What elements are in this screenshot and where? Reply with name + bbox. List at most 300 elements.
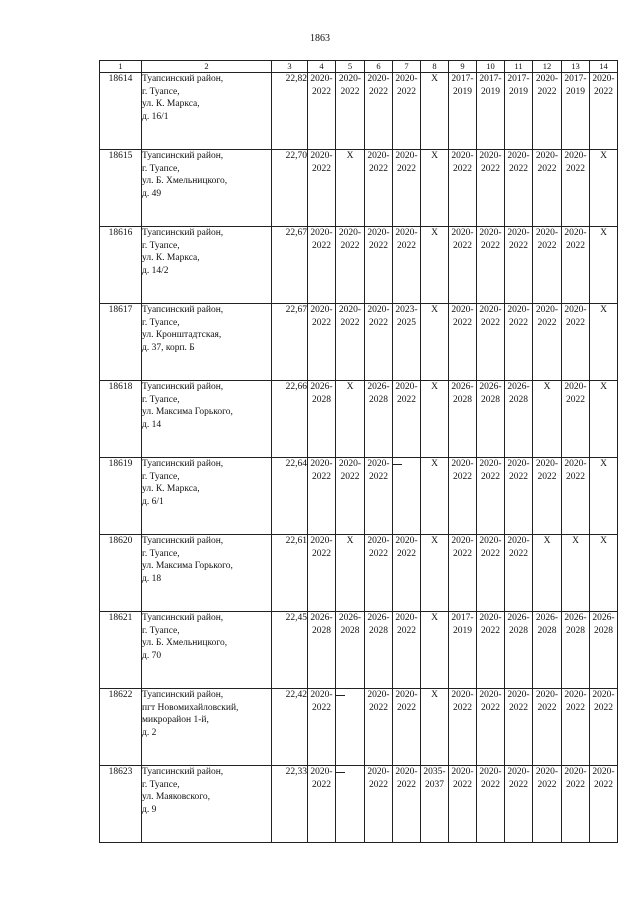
period-cell [590,689,618,766]
period-end: 2022 [397,702,416,713]
address-line: Туапсинский район, [142,382,224,392]
period-start: 2020- [535,767,559,777]
period-end: 2022 [312,163,331,174]
period-cell [562,612,590,689]
dash-cell [393,458,421,535]
period-cell [533,612,562,689]
period-cell [308,689,336,766]
period-end: 2022 [566,317,585,328]
period-start: 2020- [564,151,587,161]
period-cell [336,73,365,150]
period-end: 2022 [537,317,557,328]
period-cell [477,766,505,843]
period-end: 2022 [453,779,472,790]
period-cell [336,612,365,689]
period-start: 2020- [479,151,502,161]
address-line: г. Туапсе, [142,471,180,482]
address-line: ул. Б. Хмельницкого, [142,638,228,648]
address-line: пгт Новомихайловский, [142,702,239,713]
period-start: 2026- [564,613,587,623]
period-start: 2020- [451,228,474,238]
period-end: 2037 [425,779,444,790]
period-cell [477,381,505,458]
period-end: 2022 [537,163,557,174]
address-line: Туапсинский район, [142,767,224,777]
period-end: 2022 [509,471,528,482]
period-start: 2020- [535,690,559,700]
period-cell [562,381,590,458]
period-start: 2026- [367,613,390,623]
period-start: 2020- [564,459,587,469]
address-line: г. Туапсе, [142,394,180,405]
address-line: Туапсинский район, [142,536,224,546]
row-number: 18616 [100,227,142,304]
period-cell [308,381,336,458]
row-number: 18614 [100,73,142,150]
period-cell [308,535,336,612]
period-start: 2020- [310,536,333,546]
dash-mark [336,772,345,773]
period-end: 2022 [566,702,585,713]
not-applicable-cell: X [590,535,618,612]
period-start: 2020- [592,690,615,700]
period-cell [449,689,477,766]
period-cell [505,304,533,381]
not-applicable-cell: X [562,535,590,612]
period-end: 2022 [340,317,360,328]
address-line: Туапсинский район, [142,459,224,469]
address-cell [142,612,272,689]
row-number: 18619 [100,458,142,535]
period-end: 2022 [481,779,500,790]
period-end: 2022 [369,779,388,790]
period-cell [393,150,421,227]
period-start: 2020- [535,74,559,84]
period-start: 2020- [535,459,559,469]
period-start: 2020- [535,305,559,315]
address-line: ул. К. Маркса, [142,99,200,109]
period-end: 2022 [340,471,360,482]
period-end: 2028 [369,394,388,405]
period-cell [449,381,477,458]
page-number: 1863 [310,33,330,44]
period-end: 2028 [481,394,500,405]
column-number-1: 1 [100,61,142,73]
period-cell [365,304,393,381]
not-applicable-cell: X [421,458,449,535]
address-cell [142,227,272,304]
value-cell: 22,70 [272,150,308,227]
period-start: 2020- [367,767,390,777]
period-cell [365,73,393,150]
period-start: 2020- [507,228,530,238]
period-start: 2017- [507,74,530,84]
period-cell [533,150,562,227]
period-end: 2022 [312,317,331,328]
period-end: 2022 [312,86,331,97]
period-start: 2020- [451,151,474,161]
period-cell [365,227,393,304]
period-end: 2028 [566,625,585,636]
address-cell [142,535,272,612]
period-cell [533,458,562,535]
period-end: 2028 [312,625,331,636]
period-end: 2022 [509,163,528,174]
not-applicable-cell: X [590,381,618,458]
period-end: 2019 [481,86,500,97]
value-cell: 22,82 [272,73,308,150]
period-end: 2022 [453,240,472,251]
period-cell [449,227,477,304]
not-applicable-cell: X [421,227,449,304]
period-end: 2022 [537,702,557,713]
period-start: 2020- [479,690,502,700]
address-line: Туапсинский район, [142,151,224,161]
period-start: 2023- [395,305,418,315]
not-applicable-cell: X [421,535,449,612]
period-cell [505,227,533,304]
period-cell [477,150,505,227]
address-line: Туапсинский район, [142,613,224,623]
period-start: 2020- [310,690,333,700]
period-start: 2020- [395,690,418,700]
not-applicable-cell: X [421,381,449,458]
period-start: 2026- [535,613,559,623]
not-applicable-cell: X [336,535,365,612]
value-cell: 22,45 [272,612,308,689]
period-end: 2022 [537,779,557,790]
dash-mark [336,695,345,696]
period-end: 2022 [509,548,528,559]
period-cell [533,689,562,766]
address-line: ул. Маяковского, [142,792,211,802]
row-number: 18620 [100,535,142,612]
row-number: 18617 [100,304,142,381]
period-cell [505,73,533,150]
period-start: 2020- [564,690,587,700]
period-cell [505,612,533,689]
period-start: 2017- [479,74,502,84]
period-start: 2020- [395,228,418,238]
dash-mark [393,464,402,465]
address-line: д. 70 [142,650,162,661]
period-cell [590,73,618,150]
address-cell [142,458,272,535]
period-cell [477,535,505,612]
row-number: 18623 [100,766,142,843]
period-cell [562,766,590,843]
period-start: 2017- [564,74,587,84]
table-row [100,689,618,766]
table-row [100,304,618,381]
table-row [100,535,618,612]
period-end: 2019 [453,625,472,636]
address-line: Туапсинский район, [142,305,224,315]
period-cell [393,227,421,304]
period-end: 2022 [312,240,331,251]
address-cell [142,304,272,381]
period-end: 2022 [340,240,360,251]
period-cell [477,227,505,304]
column-number-row [100,61,618,73]
period-end: 2022 [397,779,416,790]
period-end: 2022 [509,702,528,713]
period-cell [505,381,533,458]
period-start: 2026- [367,382,390,392]
period-start: 2020- [535,151,559,161]
period-start: 2026- [310,613,333,623]
period-cell [449,304,477,381]
period-cell [308,766,336,843]
period-start: 2035- [423,767,446,777]
period-cell [308,458,336,535]
period-cell [505,689,533,766]
column-number-13: 13 [562,61,590,73]
period-end: 2022 [481,625,500,636]
period-end: 2022 [397,548,416,559]
period-cell [533,304,562,381]
period-start: 2020- [592,767,615,777]
period-end: 2028 [509,625,528,636]
period-end: 2025 [397,317,416,328]
period-cell [336,227,365,304]
not-applicable-cell: X [421,73,449,150]
not-applicable-cell: X [590,304,618,381]
column-number-10: 10 [477,61,505,73]
period-start: 2020- [507,151,530,161]
address-cell [142,381,272,458]
period-end: 2028 [453,394,472,405]
not-applicable-cell: X [590,227,618,304]
period-cell [477,73,505,150]
period-start: 2026- [507,613,530,623]
period-start: 2020- [367,74,390,84]
column-number-9: 9 [449,61,477,73]
period-cell [562,304,590,381]
table-row [100,381,618,458]
address-line: д. 16/1 [142,111,169,122]
dash-cell [336,766,365,843]
period-start: 2020- [507,536,530,546]
not-applicable-cell: X [336,381,365,458]
address-line: д. 6/1 [142,496,164,507]
address-line: г. Туапсе, [142,86,180,97]
address-line: д. 18 [142,573,162,584]
period-end: 2022 [369,86,388,97]
period-cell [449,150,477,227]
period-end: 2019 [453,86,472,97]
period-end: 2028 [509,394,528,405]
period-cell [562,150,590,227]
period-cell [393,535,421,612]
period-cell [533,227,562,304]
period-start: 2020- [395,767,418,777]
period-start: 2020- [507,459,530,469]
column-number-3: 3 [272,61,308,73]
period-cell [562,458,590,535]
period-end: 2022 [481,240,500,251]
period-end: 2022 [312,779,331,790]
period-start: 2020- [535,228,559,238]
period-cell [393,689,421,766]
period-cell [365,458,393,535]
period-end: 2022 [453,702,472,713]
period-cell [477,689,505,766]
not-applicable-cell: X [421,150,449,227]
address-line: ул. Б. Хмельницкого, [142,176,228,186]
period-cell [393,73,421,150]
dash-cell [336,689,365,766]
period-start: 2020- [395,536,418,546]
period-cell [505,150,533,227]
value-cell: 22,66 [272,381,308,458]
period-cell [477,612,505,689]
period-start: 2020- [310,74,333,84]
address-line: ул. Кронштадтская, [142,330,222,340]
address-line: ул. Максима Горького, [142,407,233,417]
period-cell [449,73,477,150]
value-cell: 22,67 [272,304,308,381]
table-row [100,73,618,150]
period-start: 2017- [451,613,474,623]
period-start: 2020- [592,74,615,84]
period-cell [365,535,393,612]
period-end: 2022 [369,240,388,251]
not-applicable-cell: X [421,304,449,381]
period-end: 2028 [594,625,613,636]
value-cell: 22,33 [272,766,308,843]
period-cell [336,458,365,535]
period-cell [505,535,533,612]
period-end: 2022 [453,163,472,174]
period-end: 2028 [537,625,557,636]
period-end: 2022 [481,317,500,328]
table-row [100,612,618,689]
period-start: 2020- [451,459,474,469]
not-applicable-cell: X [590,458,618,535]
period-end: 2022 [312,471,331,482]
period-start: 2020- [451,536,474,546]
not-applicable-cell: X [590,150,618,227]
column-number-5: 5 [336,61,365,73]
column-number-8: 8 [421,61,449,73]
period-start: 2020- [479,459,502,469]
address-line: д. 37, корп. Б [142,342,195,353]
period-start: 2020- [367,690,390,700]
address-line: г. Туапсе, [142,548,180,559]
period-end: 2022 [481,163,500,174]
period-start: 2020- [367,151,390,161]
period-cell [365,766,393,843]
period-end: 2022 [312,548,331,559]
period-cell [449,612,477,689]
period-end: 2022 [369,317,388,328]
column-number-14: 14 [590,61,618,73]
period-cell [365,612,393,689]
period-start: 2020- [507,305,530,315]
value-cell: 22,67 [272,227,308,304]
period-end: 2022 [594,779,613,790]
period-end: 2022 [594,702,613,713]
period-cell [449,535,477,612]
period-end: 2022 [397,625,416,636]
period-start: 2020- [479,767,502,777]
period-start: 2020- [338,459,362,469]
period-start: 2026- [338,613,362,623]
value-cell: 22,42 [272,689,308,766]
period-start: 2020- [451,690,474,700]
period-cell [393,381,421,458]
period-end: 2019 [566,86,585,97]
period-start: 2020- [338,74,362,84]
period-cell [393,304,421,381]
period-end: 2022 [537,240,557,251]
value-cell: 22,61 [272,535,308,612]
period-start: 2020- [451,305,474,315]
address-line: г. Туапсе, [142,163,180,174]
period-start: 2020- [564,228,587,238]
column-number-6: 6 [365,61,393,73]
period-end: 2022 [453,471,472,482]
period-cell [505,766,533,843]
period-cell [365,689,393,766]
period-start: 2020- [507,767,530,777]
period-start: 2020- [479,228,502,238]
period-end: 2022 [566,471,585,482]
period-cell [308,73,336,150]
period-cell [477,458,505,535]
address-line: г. Туапсе, [142,240,180,251]
period-start: 2020- [395,151,418,161]
period-start: 2020- [564,767,587,777]
address-line: ул. К. Маркса, [142,484,200,494]
period-start: 2020- [479,536,502,546]
column-number-2: 2 [142,61,272,73]
period-cell [505,458,533,535]
period-end: 2022 [397,394,416,405]
column-number-4: 4 [308,61,336,73]
address-line: д. 14/2 [142,265,169,276]
period-cell [449,458,477,535]
period-end: 2022 [369,471,388,482]
period-start: 2020- [564,305,587,315]
address-line: г. Туапсе, [142,625,180,636]
period-end: 2022 [453,548,472,559]
address-line: Туапсинский район, [142,228,224,238]
period-cell [308,227,336,304]
period-end: 2028 [369,625,388,636]
address-line: микрорайон 1-й, [142,715,209,725]
period-end: 2022 [397,86,416,97]
period-cell [533,766,562,843]
column-number-7: 7 [393,61,421,73]
period-end: 2022 [566,163,585,174]
period-end: 2028 [340,625,360,636]
period-end: 2022 [369,163,388,174]
period-cell [336,304,365,381]
period-end: 2022 [594,86,613,97]
period-end: 2022 [537,471,557,482]
period-end: 2022 [509,317,528,328]
period-start: 2026- [451,382,474,392]
address-line: г. Туапсе, [142,317,180,328]
row-number: 18622 [100,689,142,766]
not-applicable-cell: X [533,381,562,458]
address-line: г. Туапсе, [142,779,180,790]
row-number: 18621 [100,612,142,689]
not-applicable-cell: X [533,535,562,612]
address-cell [142,766,272,843]
